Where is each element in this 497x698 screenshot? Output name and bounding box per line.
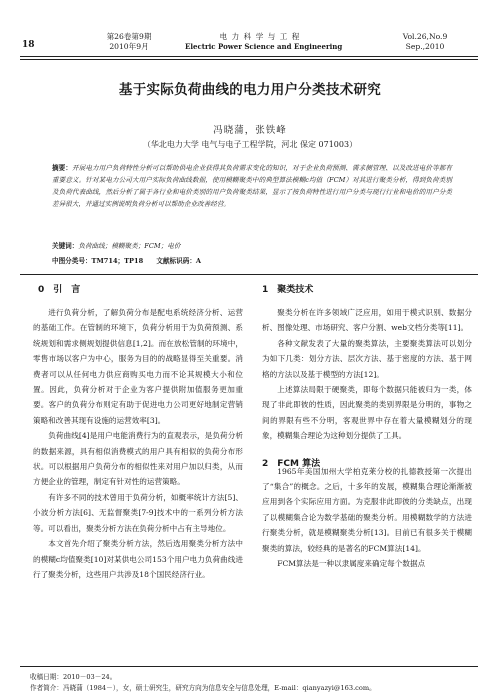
section-0-paragraph-3: 有许多不同的技术曾用于负荷分析，如概率统计方法[5]、小波分析方法[6]、无监督聚类[7-9]技术中的一系列分析方法等。可以看出，聚类分析方法在负荷分析中占有主导地位。 bbox=[33, 492, 243, 533]
date-en: Sep.,2010 bbox=[405, 42, 445, 51]
header-rule bbox=[20, 56, 478, 57]
journal-volume-en bbox=[380, 32, 470, 52]
volume-cn: 第26卷第9期 bbox=[106, 32, 152, 41]
keywords bbox=[52, 240, 452, 250]
keywords-text: 负荷曲线；模糊聚类；FCM；电价 bbox=[78, 242, 181, 250]
received-date: 收稿日期：2010－03－24。 bbox=[30, 673, 117, 681]
header-rule-thin bbox=[20, 59, 478, 60]
classification-codes: 中图分类号：TM714；TP18 文献标识码：A bbox=[52, 257, 202, 265]
right-column bbox=[262, 305, 472, 572]
volume-en: Vol.26,No.9 bbox=[402, 32, 448, 41]
page-number: 18 bbox=[22, 40, 35, 50]
section-2-paragraph-1: 1965年美国加州大学柏克莱分校的扎德教授第一次提出了“集合”的概念。之后，十多年的发展，模糊集合理论渐渐被应用到各个实际应用方面。为克服非此即彼的分类缺点，出现了以模糊集合论为数学基础的聚类分析。用模糊数学的方法进行聚类分析，就是模糊聚类分析[13]。目前已有很多关于模糊聚类的算法，较经典的是著名的FCM算法[14]。 bbox=[262, 466, 472, 553]
journal-name-cn: 电 力 科 学 与 工 程 bbox=[219, 32, 301, 41]
journal-name-en: Electric Power Science and Engineering bbox=[185, 42, 343, 51]
paper-title: 基于实际负荷曲线的电力用户分类技术研究 bbox=[118, 82, 382, 98]
journal-volume-cn bbox=[90, 32, 168, 52]
section-1-paragraph-1: 聚类分析在许多领域广泛应用，如用于模式识别、数据分析、图像处理、市场研究、客户分割、web文档分类等[11]。 bbox=[262, 308, 472, 333]
section-2-paragraph-2: FCM算法是一种以隶属度来确定每个数据点 bbox=[277, 559, 426, 569]
section-1-paragraph-3: 上述算法局限于硬聚类，即每个数据只能被归为一类，体现了非此即彼的性质，因此聚类的类别界限是分明的，事物之间的界限有些不分明，客观世界中存在着大量模糊划分的现象，模糊集合理论为这种划分提供了工具。 bbox=[262, 385, 472, 441]
section-0-heading: 0 引 言 bbox=[38, 285, 81, 295]
footer-rule bbox=[20, 666, 478, 667]
paper-affiliation: （华北电力大学 电气与电子工程学院，河北 保定 071003） bbox=[142, 140, 358, 149]
journal-name bbox=[185, 32, 343, 52]
abstract-rule bbox=[20, 274, 478, 275]
abstract-label: 摘要： bbox=[52, 164, 73, 172]
section-2-heading: 2 FCM 算法 bbox=[262, 459, 321, 469]
section-0-paragraph-1: 进行负荷分析，了解负荷分布是配电系统经济分析、运营的基础工作。在管制的环境下，负荷分析用于为负荷预测、系统规划和需求侧规划提供信息[1,2]。而在放松管制的环境中，零售市场以客户为中心，服务为目的的战略显得至关重要。消费者可以从任何电力供应商购买电力而不论其规模大小和位置。因此，负荷分析对于企业为客户提供附加值服务更加重要。客户的负荷分布则定有助于促进电力公司更好地制定营销策略和改善其现有设施的运营效率[3]。 bbox=[33, 308, 243, 425]
date-cn: 2010年9月 bbox=[109, 42, 149, 51]
section-0-paragraph-2: 负荷曲线[4]是用户电能消费行为的直观表示，是负荷分析的数据来源，具有相似消费模式的用户具有相似的负荷分布形状。可以根据用户负荷分布的相似性来对用户加以归类，从而方便企业的管理，制定有针对性的运营策略。 bbox=[33, 431, 243, 487]
author-bio: 作者简介：冯晓蒲（1984－），女，硕士研究生，研究方向为信息安全与信息处理，E-mail：qianyazyi@163.com。 bbox=[30, 684, 376, 692]
abstract-text: 开展电力用户负荷特性分析可以帮助供电企业获得其负荷需求变化的知识，对于企业负荷预测、需求侧管理、以及改进电价等都有重要意义。针对某电力公司大用户实际负荷曲线数据，使用模糊聚类中的典型算法模糊c均值（FCM）对其进行聚类分析，得到负荷类别及负荷代表曲线，然后分析了属于各行业和电价类别的用户负荷聚类结果，显示了按负荷特性进行用户分类与现行行业和电价的用户分类差异很大，并通过实例说明负荷分析可以帮助企业改善经营。 bbox=[52, 164, 453, 208]
section-1-heading: 1 聚类技术 bbox=[262, 285, 314, 295]
section-1-paragraph-2: 各种文献发表了大量的聚类算法，主要聚类算法可以划分为如下几类：划分方法、层次方法、基于密度的方法、基于网格的方法以及基于模型的方法[12]。 bbox=[262, 338, 472, 379]
abstract bbox=[52, 162, 452, 210]
section-0-paragraph-4: 本文首先介绍了聚类分析方法，然后选用聚类分析方法中的模糊c均值聚类[10]对某供电公司153个用户电力负荷曲线进行了聚类分析，这些用户共涉及18个国民经济行业。 bbox=[33, 539, 243, 579]
keywords-label: 关键词： bbox=[52, 242, 79, 250]
left-column bbox=[33, 305, 243, 582]
paper-authors: 冯晓蒲，张铁峰 bbox=[213, 125, 287, 136]
